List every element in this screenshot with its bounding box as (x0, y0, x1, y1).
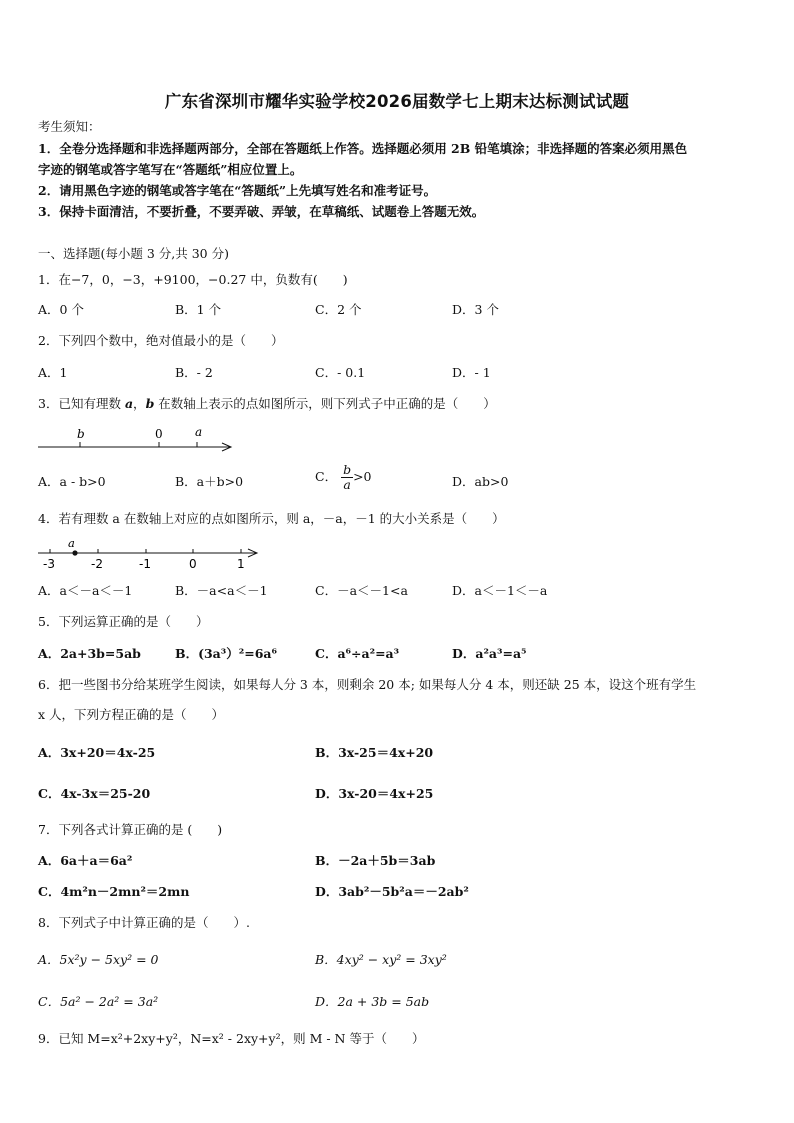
question-3-stem-pre: 3．已知有理数 (38, 396, 125, 411)
fraction-denominator: a (343, 477, 351, 492)
question-7-option-c[interactable]: C．4m²n－2mn²＝2mn (38, 884, 190, 899)
question-7-option-d[interactable]: D．3ab²－5b²a＝－2ab² (315, 884, 469, 899)
question-5-option-c[interactable]: C．a⁶÷a²=a³ (315, 646, 400, 661)
question-3-var-b: b (145, 396, 155, 411)
question-3-stem-post: 在数轴上表示的点如图所示，则下列式子中正确的是（ ） (154, 396, 496, 411)
question-3-stem (38, 396, 496, 412)
tick-label: -3 (43, 557, 55, 571)
question-2-option-b[interactable]: B．- 2 (175, 365, 213, 380)
question-3-option-b[interactable]: B．a＋b>0 (175, 474, 244, 489)
notice-line-3: 3．保持卡面清洁，不要折叠，不要弄破、弄皱，在草稿纸、试题卷上答题无效。 (38, 204, 485, 219)
tick-label: -1 (139, 557, 151, 571)
question-6-option-a[interactable]: A．3x+20＝4x-25 (38, 745, 156, 760)
tick-label: 1 (237, 557, 245, 571)
tick-label: -2 (91, 557, 103, 571)
question-8-option-a[interactable]: A．5x²y − 5xy² = 0 (38, 952, 159, 967)
notice-line-1b: 字迹的钢笔或答字笔写在“答题纸”相应位置上。 (38, 162, 303, 177)
question-2-option-d[interactable]: D．- 1 (452, 365, 491, 380)
question-3-number-line (36, 422, 236, 458)
axis-point-label-a: a (68, 536, 75, 550)
question-7-option-b[interactable]: B．－2a＋5b＝3ab (315, 853, 436, 868)
question-4-stem: 4．若有理数 a 在数轴上对应的点如图所示，则 a，－a，－1 的大小关系是（ ） (38, 511, 505, 526)
question-4-number-line (36, 536, 266, 572)
question-6-option-c[interactable]: C．4x-3x＝25-20 (38, 786, 151, 801)
question-6-stem-line-2: x 人，下列方程正确的是（ ） (38, 707, 225, 722)
axis-label-a: a (195, 425, 203, 439)
question-4-option-a[interactable]: A．a＜－a＜－1 (38, 583, 133, 598)
notice-heading: 考生须知： (38, 119, 101, 134)
section-heading: 一、选择题(每小题 3 分,共 30 分) (38, 246, 229, 261)
question-1-option-a[interactable]: A．0 个 (38, 302, 84, 317)
question-8-option-c[interactable]: C．5a² − 2a² = 3a² (38, 994, 159, 1009)
question-3-option-c-prefix: C． (315, 469, 338, 484)
question-4-option-c[interactable]: C．－a＜－1<a (315, 583, 408, 598)
question-7-option-a[interactable]: A．6a＋a＝6a² (38, 853, 133, 868)
question-6-option-d[interactable]: D．3x-20＝4x+25 (315, 786, 434, 801)
question-1-option-d[interactable]: D．3 个 (452, 302, 499, 317)
question-3-stem-mid: ， (133, 396, 146, 411)
question-5-option-b[interactable]: B．(3a³）²=6a⁶ (175, 646, 277, 661)
question-1-stem: 1．在−7，0，−3，+9100，−0.27 中，负数有( ) (38, 272, 348, 287)
axis-label-b: b (77, 427, 85, 441)
tick-label: 0 (189, 557, 197, 571)
question-2-option-a[interactable]: A．1 (38, 365, 68, 380)
fraction-numerator: b (343, 462, 352, 477)
question-8-stem: 8．下列式子中计算正确的是（ ）. (38, 915, 250, 930)
question-6-option-b[interactable]: B．3x-25＝4x+20 (315, 745, 434, 760)
notice-line-1a: 1．全卷分选择题和非选择题两部分，全部在答题纸上作答。选择题必须用 2B 铅笔填涂；非选择题的答案必须用黑色 (38, 141, 688, 156)
question-3-option-a[interactable]: A．a - b>0 (38, 474, 106, 489)
question-4-option-b[interactable]: B．－a<a＜－1 (175, 583, 268, 598)
question-3-var-a: a (124, 396, 134, 411)
question-1-option-b[interactable]: B．1 个 (175, 302, 222, 317)
question-3-option-c-suffix: >0 (353, 469, 372, 484)
notice-line-2: 2．请用黑色字迹的钢笔或答字笔在“答题纸”上先填写姓名和准考证号。 (38, 183, 437, 198)
axis-label-zero: 0 (155, 427, 163, 441)
question-3-option-d[interactable]: D．ab>0 (452, 474, 509, 489)
question-3-fraction (341, 463, 353, 492)
question-7-stem: 7．下列各式计算正确的是 ( ) (38, 822, 223, 837)
question-8-option-b[interactable]: B．4xy² − xy² = 3xy² (315, 952, 447, 967)
question-2-option-c[interactable]: C．- 0.1 (315, 365, 366, 380)
question-6-stem-line-1: 6．把一些图书分给某班学生阅读，如果每人分 3 本，则剩余 20 本; 如果每人分 4 本，则还缺 25 本，设这个班有学生 (38, 677, 697, 692)
page-title: 广东省深圳市耀华实验学校2026届数学七上期末达标测试试题 (164, 92, 630, 111)
question-2-stem: 2．下列四个数中，绝对值最小的是（ ） (38, 333, 284, 348)
question-5-stem: 5．下列运算正确的是（ ） (38, 614, 209, 629)
question-4-option-d[interactable]: D．a＜－1＜－a (452, 583, 548, 598)
question-1-option-c[interactable]: C．2 个 (315, 302, 362, 317)
question-9-stem: 9．已知 M=x²+2xy+y²，N=x² - 2xy+y²，则 M - N 等于（ ） (38, 1031, 425, 1046)
question-8-option-d[interactable]: D．2a + 3b = 5ab (315, 994, 430, 1009)
question-3-option-c[interactable] (315, 463, 372, 492)
question-5-option-d[interactable]: D．a²a³=a⁵ (452, 646, 527, 661)
question-5-option-a[interactable]: A．2a+3b=5ab (38, 646, 141, 661)
